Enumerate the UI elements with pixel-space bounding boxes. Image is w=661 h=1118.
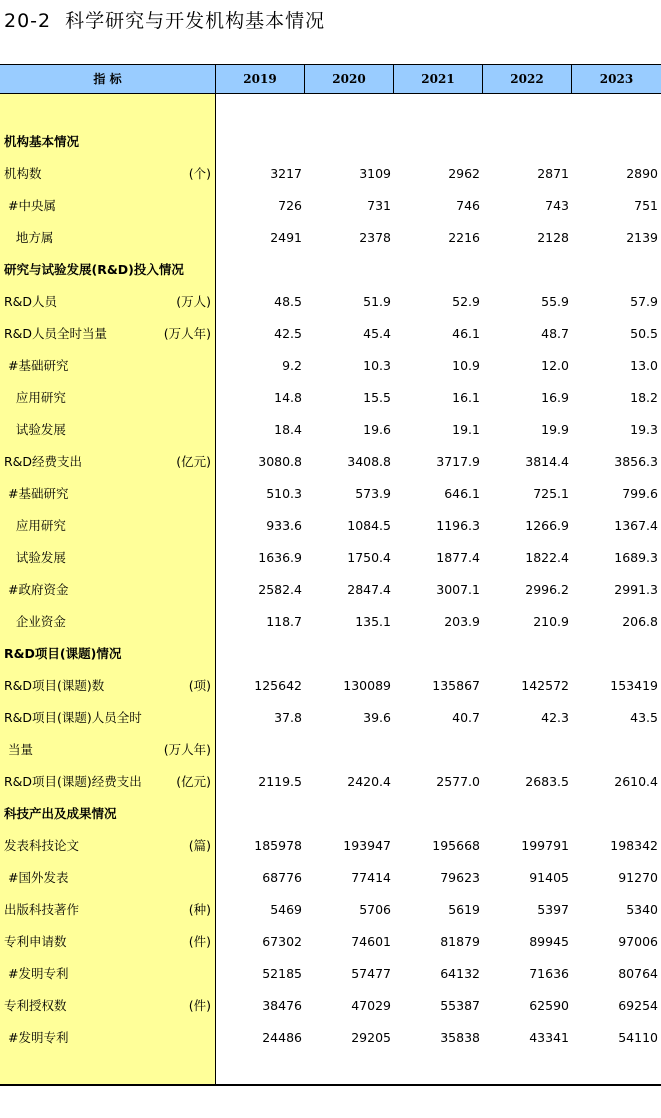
value-cell-2022: 5397	[537, 902, 569, 917]
row-label: R&D项目(课题)经费支出	[4, 774, 142, 789]
value-cell-2019: 2119.5	[258, 774, 302, 789]
value-cell-2021: 135867	[432, 678, 480, 693]
value-cell-2023: 43.5	[630, 710, 658, 725]
value-cell-2020: 1750.4	[347, 550, 391, 565]
section-header-row	[0, 642, 661, 666]
value-cell-2020: 193947	[343, 838, 391, 853]
value-cell-2022: 91405	[529, 870, 569, 885]
value-cell-2021: 1877.4	[436, 550, 480, 565]
value-cell-2020: 10.3	[363, 358, 391, 373]
header-year-2023: 2023	[599, 72, 634, 86]
value-cell-2022: 1822.4	[525, 550, 569, 565]
value-cell-2019: 1636.9	[258, 550, 302, 565]
table-row	[0, 994, 661, 1018]
value-cell-2022: 48.7	[541, 326, 569, 341]
value-cell-2019: 510.3	[266, 486, 302, 501]
value-cell-2022: 743	[545, 198, 569, 213]
table-row	[0, 322, 661, 346]
value-cell-2023: 2890	[626, 166, 658, 181]
row-label: 机构数	[4, 166, 42, 181]
table-number: 20-2	[4, 10, 52, 32]
value-cell-2023: 19.3	[630, 422, 658, 437]
row-unit: (亿元)	[176, 454, 211, 469]
table-row	[0, 162, 661, 186]
row-label: 出版科技著作	[4, 902, 80, 917]
row-label: 试验发展	[4, 550, 66, 565]
value-cell-2020: 57477	[351, 966, 391, 981]
row-label: 专利授权数	[4, 998, 67, 1013]
row-label: R&D经费支出	[4, 454, 83, 469]
value-cell-2021: 16.1	[452, 390, 480, 405]
row-label: 当量	[4, 742, 33, 757]
value-cell-2021: 55387	[440, 998, 480, 1013]
value-cell-2023: 97006	[618, 934, 658, 949]
value-cell-2019: 68776	[262, 870, 302, 885]
section-header-row	[0, 258, 661, 282]
header-year-2020: 2020	[332, 72, 366, 86]
value-cell-2023: 57.9	[630, 294, 658, 309]
row-label: #政府资金	[4, 582, 69, 597]
row-label: 发表科技论文	[4, 838, 80, 853]
row-label: #基础研究	[4, 358, 69, 373]
value-cell-2022: 19.9	[541, 422, 569, 437]
value-cell-2020: 74601	[351, 934, 391, 949]
value-cell-2023: 3856.3	[614, 454, 658, 469]
value-cell-2021: 10.9	[452, 358, 480, 373]
table-row	[0, 290, 661, 314]
value-cell-2022: 725.1	[533, 486, 569, 501]
value-cell-2020: 29205	[351, 1030, 391, 1045]
table-row	[0, 1026, 661, 1050]
value-cell-2022: 71636	[529, 966, 569, 981]
table-row	[0, 898, 661, 922]
value-cell-2019: 37.8	[274, 710, 302, 725]
table-row	[0, 546, 661, 570]
value-cell-2021: 195668	[432, 838, 480, 853]
value-cell-2023: 13.0	[630, 358, 658, 373]
table-row	[0, 194, 661, 218]
value-cell-2019: 52185	[262, 966, 302, 981]
value-cell-2022: 199791	[521, 838, 569, 853]
value-cell-2022: 142572	[521, 678, 569, 693]
value-cell-2020: 130089	[343, 678, 391, 693]
row-unit: (万人)	[176, 294, 211, 309]
value-cell-2021: 79623	[440, 870, 480, 885]
value-cell-2019: 3080.8	[258, 454, 302, 469]
value-cell-2023: 799.6	[622, 486, 658, 501]
section-header-row	[0, 130, 661, 154]
value-cell-2023: 50.5	[630, 326, 658, 341]
row-label: 企业资金	[4, 614, 66, 629]
row-label: 研究与试验发展(R&D)投入情况	[4, 262, 184, 277]
table-row	[0, 962, 661, 986]
table-row	[0, 610, 661, 634]
value-cell-2020: 47029	[351, 998, 391, 1013]
value-cell-2021: 52.9	[452, 294, 480, 309]
value-cell-2022: 2128	[537, 230, 569, 245]
header-year-2022: 2022	[510, 72, 544, 86]
value-cell-2021: 1196.3	[436, 518, 480, 533]
table-row	[0, 770, 661, 794]
value-cell-2020: 3408.8	[347, 454, 391, 469]
value-cell-2022: 89945	[529, 934, 569, 949]
row-unit: (篇)	[188, 838, 211, 853]
row-label: 专利申请数	[4, 934, 67, 949]
value-cell-2019: 9.2	[282, 358, 302, 373]
value-cell-2021: 40.7	[452, 710, 480, 725]
value-cell-2023: 2139	[626, 230, 658, 245]
value-cell-2022: 16.9	[541, 390, 569, 405]
value-cell-2019: 18.4	[274, 422, 302, 437]
value-cell-2020: 135.1	[355, 614, 391, 629]
value-cell-2023: 153419	[610, 678, 658, 693]
value-cell-2021: 646.1	[444, 486, 480, 501]
value-cell-2019: 933.6	[266, 518, 302, 533]
row-unit: (个)	[188, 166, 211, 181]
value-cell-2019: 42.5	[274, 326, 302, 341]
value-cell-2020: 2420.4	[347, 774, 391, 789]
value-cell-2019: 3217	[270, 166, 302, 181]
value-cell-2020: 5706	[359, 902, 391, 917]
value-cell-2022: 2683.5	[525, 774, 569, 789]
value-cell-2021: 2962	[448, 166, 480, 181]
value-cell-2023: 751	[634, 198, 658, 213]
table-row	[0, 738, 661, 762]
row-unit: (件)	[188, 934, 211, 949]
row-unit: (万人年)	[163, 742, 211, 757]
table-bottom-rule	[0, 1084, 661, 1086]
value-cell-2020: 731	[367, 198, 391, 213]
value-cell-2021: 746	[456, 198, 480, 213]
row-unit: (亿元)	[176, 774, 211, 789]
value-cell-2022: 210.9	[533, 614, 569, 629]
value-cell-2023: 91270	[618, 870, 658, 885]
value-cell-2022: 2871	[537, 166, 569, 181]
value-cell-2019: 125642	[254, 678, 302, 693]
statistics-table	[0, 64, 661, 1085]
value-cell-2023: 18.2	[630, 390, 658, 405]
value-cell-2019: 118.7	[266, 614, 302, 629]
value-cell-2020: 573.9	[355, 486, 391, 501]
table-row	[0, 706, 661, 730]
section-header-row	[0, 802, 661, 826]
table-row	[0, 226, 661, 250]
value-cell-2021: 2577.0	[436, 774, 480, 789]
table-row	[0, 834, 661, 858]
value-cell-2020: 77414	[351, 870, 391, 885]
table-title	[4, 6, 325, 33]
row-label: #发明专利	[4, 1030, 69, 1045]
value-cell-2022: 2996.2	[525, 582, 569, 597]
value-cell-2019: 185978	[254, 838, 302, 853]
row-label: 应用研究	[4, 390, 66, 405]
value-cell-2022: 3814.4	[525, 454, 569, 469]
value-cell-2021: 3717.9	[436, 454, 480, 469]
row-label: R&D项目(课题)人员全时	[4, 710, 142, 725]
value-cell-2023: 2991.3	[614, 582, 658, 597]
row-label: R&D项目(课题)情况	[4, 646, 122, 661]
header-indicator: 指 标	[93, 72, 122, 86]
value-cell-2021: 35838	[440, 1030, 480, 1045]
value-cell-2023: 69254	[618, 998, 658, 1013]
table-row	[0, 418, 661, 442]
value-cell-2019: 48.5	[274, 294, 302, 309]
table-row	[0, 930, 661, 954]
row-label: #基础研究	[4, 486, 69, 501]
value-cell-2021: 5619	[448, 902, 480, 917]
table-row	[0, 674, 661, 698]
value-cell-2020: 2847.4	[347, 582, 391, 597]
value-cell-2019: 24486	[262, 1030, 302, 1045]
value-cell-2022: 1266.9	[525, 518, 569, 533]
table-row	[0, 578, 661, 602]
row-unit: (项)	[188, 678, 211, 693]
value-cell-2022: 55.9	[541, 294, 569, 309]
row-label: R&D人员	[4, 294, 58, 309]
value-cell-2021: 46.1	[452, 326, 480, 341]
value-cell-2023: 5340	[626, 902, 658, 917]
value-cell-2023: 80764	[618, 966, 658, 981]
row-unit: (万人年)	[163, 326, 211, 341]
value-cell-2023: 54110	[618, 1030, 658, 1045]
value-cell-2020: 45.4	[363, 326, 391, 341]
value-cell-2019: 67302	[262, 934, 302, 949]
value-cell-2020: 15.5	[363, 390, 391, 405]
value-cell-2020: 2378	[359, 230, 391, 245]
value-cell-2019: 2491	[270, 230, 302, 245]
value-cell-2019: 38476	[262, 998, 302, 1013]
row-label: 试验发展	[4, 422, 66, 437]
value-cell-2019: 5469	[270, 902, 302, 917]
value-cell-2020: 19.6	[363, 422, 391, 437]
header-year-2021: 2021	[421, 72, 455, 86]
value-cell-2020: 39.6	[363, 710, 391, 725]
value-cell-2023: 206.8	[622, 614, 658, 629]
value-cell-2022: 62590	[529, 998, 569, 1013]
row-unit: (种)	[188, 902, 211, 917]
row-label: R&D人员全时当量	[4, 326, 108, 341]
row-unit: (件)	[188, 998, 211, 1013]
value-cell-2021: 81879	[440, 934, 480, 949]
value-cell-2021: 19.1	[452, 422, 480, 437]
row-label: 机构基本情况	[4, 134, 80, 149]
table-row	[0, 354, 661, 378]
value-cell-2020: 1084.5	[347, 518, 391, 533]
table-title-text: 科学研究与开发机构基本情况	[65, 10, 326, 32]
row-label: 科技产出及成果情况	[4, 806, 117, 821]
table-header	[0, 64, 661, 94]
value-cell-2023: 1367.4	[614, 518, 658, 533]
value-cell-2019: 14.8	[274, 390, 302, 405]
value-cell-2021: 3007.1	[436, 582, 480, 597]
value-cell-2023: 198342	[610, 838, 658, 853]
row-label: R&D项目(课题)数	[4, 678, 105, 693]
table-row	[0, 866, 661, 890]
table-row	[0, 514, 661, 538]
value-cell-2021: 2216	[448, 230, 480, 245]
value-cell-2020: 3109	[359, 166, 391, 181]
table-row	[0, 386, 661, 410]
row-label: #发明专利	[4, 966, 69, 981]
table-row	[0, 482, 661, 506]
value-cell-2021: 203.9	[444, 614, 480, 629]
value-cell-2019: 2582.4	[258, 582, 302, 597]
value-cell-2020: 51.9	[363, 294, 391, 309]
row-label: 应用研究	[4, 518, 66, 533]
row-label: #国外发表	[4, 870, 69, 885]
value-cell-2021: 64132	[440, 966, 480, 981]
value-cell-2023: 2610.4	[614, 774, 658, 789]
value-cell-2022: 12.0	[541, 358, 569, 373]
header-year-2019: 2019	[243, 72, 277, 86]
value-cell-2019: 726	[278, 198, 302, 213]
value-cell-2023: 1689.3	[614, 550, 658, 565]
row-label: 地方属	[4, 230, 54, 245]
value-cell-2022: 42.3	[541, 710, 569, 725]
value-cell-2022: 43341	[529, 1030, 569, 1045]
row-label: #中央属	[4, 198, 56, 213]
table-row	[0, 450, 661, 474]
